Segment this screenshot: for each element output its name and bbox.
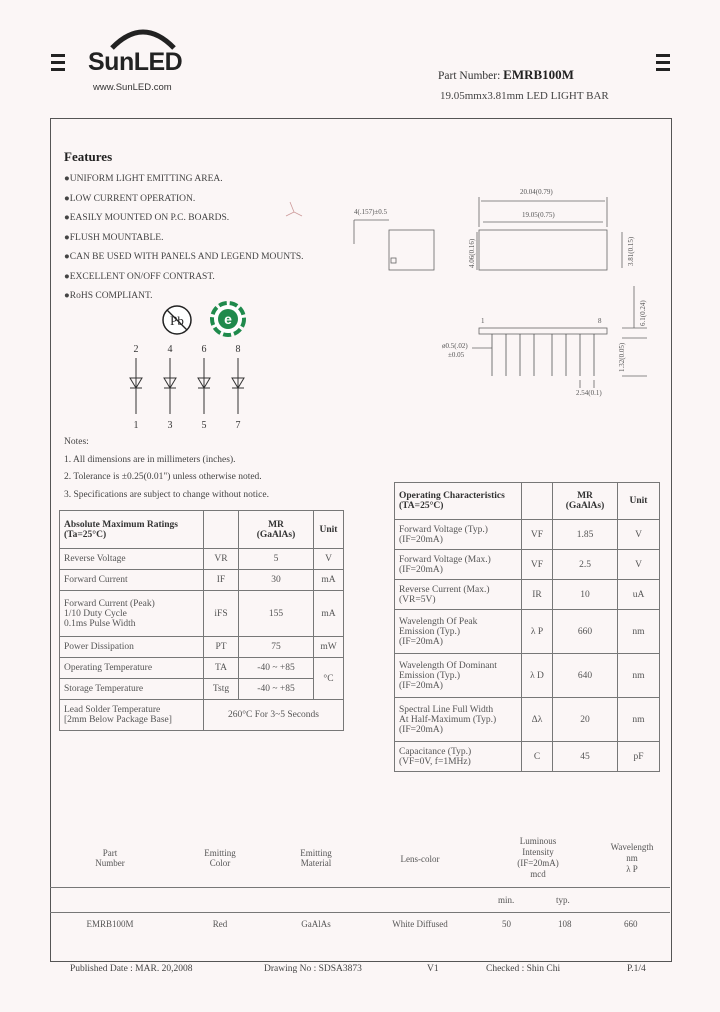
- rohs-e-icon: [208, 300, 248, 338]
- row-lens: White Diffused: [392, 919, 448, 929]
- table-row: [395, 698, 660, 742]
- selection-guide: [50, 836, 670, 936]
- table-cell: IF: [204, 570, 239, 591]
- table-cell: λ P: [522, 610, 553, 654]
- table-cell: mA: [314, 570, 344, 591]
- table-cell: Forward Current (Peak) 1/10 Duty Cycle 0.1ms Pulse Width: [60, 591, 204, 637]
- table-cell: Storage Temperature: [60, 679, 204, 700]
- table-row: [395, 610, 660, 654]
- table-row: [60, 549, 344, 570]
- pb-badge-text: Pb: [170, 313, 184, 328]
- row-material: GaAlAs: [301, 919, 331, 929]
- table-row: [395, 654, 660, 698]
- table-cell: mA: [314, 591, 344, 637]
- note-item: 2. Tolerance is ±0.25(0.01") unless otherwise noted.: [64, 472, 262, 482]
- pin-label: 6: [201, 344, 207, 355]
- dim-height-emit: 3.81(0.15): [627, 236, 635, 266]
- top-view: [479, 230, 607, 270]
- logo: SunLED: [88, 48, 183, 76]
- features-title: Features: [64, 149, 113, 164]
- row-min: 50: [502, 919, 511, 929]
- pin-first: 1: [481, 317, 485, 325]
- circuit-schematic: [125, 340, 255, 432]
- pin-label: 4: [167, 344, 173, 355]
- table-cell: Wavelength Of Peak Emission (Typ.) (IF=20mA): [395, 610, 522, 654]
- table-cell: MR (GaAlAs): [553, 483, 618, 520]
- table-cell: V: [314, 549, 344, 570]
- table-cell: Operating Characteristics (TA=25°C): [395, 483, 522, 520]
- table-cell: Lead Solder Temperature [2mm Below Package Base]: [60, 700, 204, 731]
- table-cell: MR (GaAlAs): [239, 511, 314, 549]
- table-cell: λ D: [522, 654, 553, 698]
- row-color: Red: [212, 919, 228, 929]
- table-cell: [522, 483, 553, 520]
- table-cell: Wavelength Of Dominant Emission (Typ.) (IF=20mA): [395, 654, 522, 698]
- dim-pin-tol: ±0.05: [448, 351, 465, 359]
- part-number-label: Part Number:: [438, 70, 501, 82]
- table-row: [60, 700, 344, 731]
- dim-pin-dia: ø0.5(.02): [442, 342, 468, 350]
- table-cell: V: [618, 520, 660, 550]
- pin-label: 2: [133, 344, 139, 355]
- table-cell: Operating Temperature: [60, 658, 204, 679]
- feature-item: ●FLUSH MOUNTABLE.: [64, 232, 164, 243]
- table-cell: 660: [553, 610, 618, 654]
- col-luminous: Luminous Intensity (IF=20mA) mcd: [517, 836, 559, 879]
- page-number: P.1/4: [627, 964, 646, 974]
- col-wavelength: Wavelength nm λ P: [610, 842, 654, 874]
- table-row: [60, 591, 344, 637]
- dim-side: 4(.157)±0.5: [354, 208, 388, 216]
- table-cell: 45: [553, 742, 618, 772]
- website: www.SunLED.com: [93, 82, 172, 93]
- table-row: [60, 658, 344, 679]
- table-cell: -40 ~ +85: [239, 658, 314, 679]
- table-cell: 20: [553, 698, 618, 742]
- table-cell: VR: [204, 549, 239, 570]
- diode-icon: [130, 358, 142, 414]
- table-cell: 5: [239, 549, 314, 570]
- version: V1: [427, 964, 439, 974]
- table-cell: nm: [618, 698, 660, 742]
- table-cell: 640: [553, 654, 618, 698]
- table-cell: 75: [239, 637, 314, 658]
- feature-item: ●EXCELLENT ON/OFF CONTRAST.: [64, 271, 215, 282]
- col-lens: Lens-color: [400, 854, 440, 864]
- dim-pin-row: 1.32(0.05): [618, 342, 626, 372]
- table-cell: V: [618, 550, 660, 580]
- table-row: [60, 570, 344, 591]
- table-cell: [204, 511, 239, 549]
- table-cell: Capacitance (Typ.) (VF=0V, f=1MHz): [395, 742, 522, 772]
- feature-item: ●CAN BE USED WITH PANELS AND LEGEND MOUNTS.: [64, 252, 304, 262]
- notes-title: Notes:: [64, 437, 89, 447]
- op-char-table: [394, 482, 660, 772]
- table-cell: uA: [618, 580, 660, 610]
- table-cell: Absolute Maximum Ratings (Ta=25°C): [60, 511, 204, 549]
- side-view: [389, 230, 434, 270]
- pin-label: 1: [133, 420, 139, 431]
- table-cell: Δλ: [522, 698, 553, 742]
- row-typ: 108: [558, 919, 572, 929]
- feature-item: ●LOW CURRENT OPERATION.: [64, 193, 196, 204]
- checked-by: Checked : Shin Chi: [486, 964, 561, 974]
- table-cell: Spectral Line Full Width At Half-Maximum (Typ.) (IF=20mA): [395, 698, 522, 742]
- diode-icon: [164, 358, 176, 414]
- table-cell: 155: [239, 591, 314, 637]
- diode-icon: [232, 358, 244, 414]
- table-cell: -40 ~ +85: [239, 679, 314, 700]
- table-cell: mW: [314, 637, 344, 658]
- col-color: Emitting Color: [204, 848, 236, 868]
- table-cell: VF: [522, 520, 553, 550]
- table-row: [395, 550, 660, 580]
- table-cell: VF: [522, 550, 553, 580]
- table-row: [60, 679, 344, 700]
- sub-min: min.: [498, 895, 515, 905]
- table-cell: iFS: [204, 591, 239, 637]
- dim-pin-length: 6.1(0.24): [639, 300, 647, 326]
- table-cell: nm: [618, 654, 660, 698]
- table-cell: PT: [204, 637, 239, 658]
- table-cell: Reverse Current (Max.) (VR=5V): [395, 580, 522, 610]
- table-cell: nm: [618, 610, 660, 654]
- note-item: 1. All dimensions are in millimeters (inches).: [64, 454, 236, 465]
- table-cell: C: [522, 742, 553, 772]
- table-cell: 10: [553, 580, 618, 610]
- col-part: Part Number: [95, 848, 125, 868]
- left-bars-icon: [51, 54, 65, 75]
- table-row: [60, 637, 344, 658]
- table-cell: 2.5: [553, 550, 618, 580]
- dim-width-overall: 20.04(0.79): [520, 188, 553, 196]
- table-cell: 1.85: [553, 520, 618, 550]
- pin-last: 8: [598, 317, 602, 325]
- published-date: Published Date : MAR. 20,2008: [70, 964, 193, 974]
- feature-item: ●EASILY MOUNTED ON P.C. BOARDS.: [64, 213, 230, 223]
- table-cell: Unit: [314, 511, 344, 549]
- col-material: Emitting Material: [300, 848, 332, 868]
- table-cell: 260°C For 3~5 Seconds: [204, 700, 344, 731]
- table-cell: 30: [239, 570, 314, 591]
- subtitle: 19.05mmx3.81mm LED LIGHT BAR: [440, 90, 609, 102]
- table-cell: Power Dissipation: [60, 637, 204, 658]
- pin-label: 3: [167, 420, 173, 431]
- sub-typ: typ.: [556, 895, 570, 905]
- pin-label: 8: [235, 344, 241, 355]
- table-cell: pF: [618, 742, 660, 772]
- notes: [64, 434, 269, 504]
- feature-item: ●UNIFORM LIGHT EMITTING AREA.: [64, 174, 223, 184]
- table-cell: Tstg: [204, 679, 239, 700]
- dim-width-emit: 19.05(0.75): [522, 211, 555, 219]
- dimension-drawing: [282, 180, 667, 405]
- pin-label: 5: [201, 420, 207, 431]
- logo-arc-icon: [108, 22, 178, 50]
- pb-free-icon: [160, 303, 194, 337]
- table-row: [395, 520, 660, 550]
- row-wave: 660: [624, 919, 638, 929]
- table-cell: Reverse Voltage: [60, 549, 204, 570]
- table-cell: IR: [522, 580, 553, 610]
- table-cell: Forward Voltage (Max.) (IF=20mA): [395, 550, 522, 580]
- feature-item: ●RoHS COMPLIANT.: [64, 291, 153, 301]
- features-list: [64, 170, 304, 307]
- part-number: EMRB100M: [503, 67, 574, 82]
- dim-pitch: 2.54(0.1): [576, 389, 602, 397]
- table-row: [395, 742, 660, 772]
- table-cell: TA: [204, 658, 239, 679]
- table-cell: Unit: [618, 483, 660, 520]
- pin-label: 7: [235, 420, 241, 431]
- front-view: [479, 328, 607, 334]
- abs-max-table: [59, 510, 344, 731]
- drawing-number: Drawing No : SDSA3873: [264, 964, 362, 974]
- table-cell: Forward Current: [60, 570, 204, 591]
- table-cell: °C: [314, 658, 344, 700]
- row-part: EMRB100M: [86, 919, 134, 929]
- diode-icon: [198, 358, 210, 414]
- note-item: 3. Specifications are subject to change without notice.: [64, 489, 269, 500]
- table-cell: Forward Voltage (Typ.) (IF=20mA): [395, 520, 522, 550]
- table-row: [395, 580, 660, 610]
- e-badge-text: e: [224, 311, 232, 327]
- dim-height: 4.06(0.16): [468, 238, 476, 268]
- right-bars-icon: [656, 54, 670, 75]
